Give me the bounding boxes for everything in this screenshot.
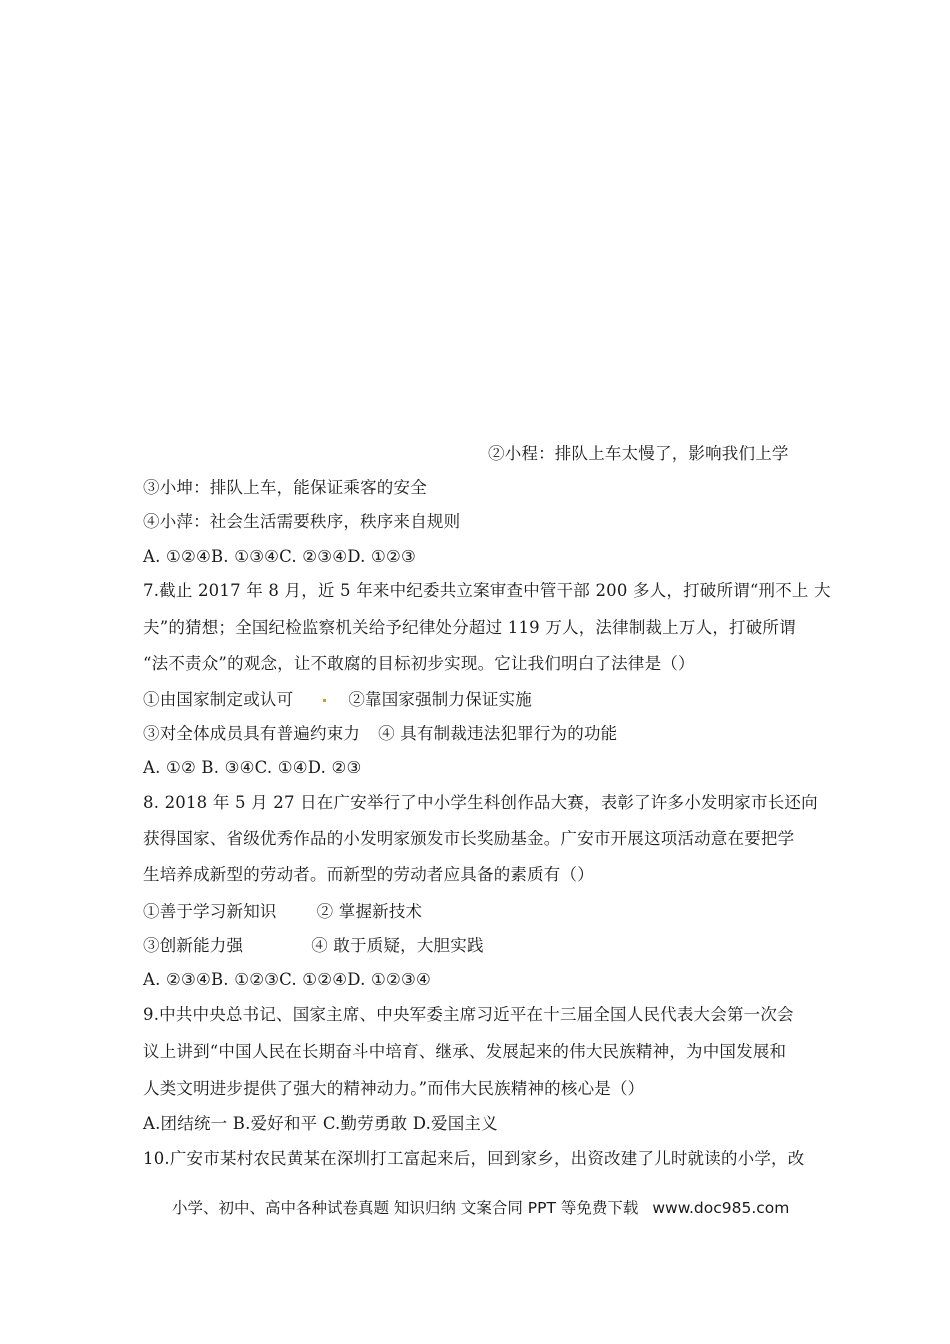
option-2: ②靠国家强制力保证实施 [348,690,533,709]
question-8-options-row-1 [143,900,422,924]
answer-choices-q8: A. ②③④B. ①②③C. ①②④D. ①②③④ [143,970,431,989]
answer-choices-q9: A.团结统一 B.爱好和平 C.勤劳勇敢 D.爱国主义 [143,1114,498,1133]
option-3: ③对全体成员具有普遍约束力 [143,724,361,743]
question-8-line-2: 获得国家、省级优秀作品的小发明家颁发市长奖励基金。广安市开展这项活动意在要把学 [143,829,795,848]
question-7-line-3: “法不责众”的观念，让不敢腐的目标初步实现。它让我们明白了法律是（） [143,654,695,673]
option-1: ①由国家制定或认可 [143,690,294,709]
question-8-options-row-2 [143,934,484,958]
option-2: ② 掌握新技术 [316,902,423,921]
question-9-line-1: 9.中共中央总书记、国家主席、中央军委主席习近平在十三届全国人民代表大会第一次会 [143,1005,794,1024]
question-7-options-row-1 [143,688,532,712]
question-7-options-row-2 [143,722,617,746]
option-4: ④ 敢于质疑，大胆实践 [311,936,484,955]
question-8-line-1: 8. 2018 年 5 月 27 日在广安举行了中小学生科创作品大赛，表彰了许多小发明家市长还向 [143,793,818,812]
answer-choices-q7: A. ①② B. ③④C. ①④D. ②③ [143,758,362,777]
page-footer [172,1197,789,1219]
option-1: ①善于学习新知识 [143,902,277,921]
question-7-line-1: 7.截止 2017 年 8 月，近 5 年来中纪委共立案审查中管干部 200 多人，打破所谓“刑不上 大 [143,581,831,600]
question-9-line-3: 人类文明进步提供了强大的精神动力。”而伟大民族精神的核心是（） [143,1079,645,1098]
footer-text: 小学、初中、高中各种试卷真题 知识归纳 文案合同 PPT 等免费下载 [172,1199,639,1217]
question-7-line-2: 夫”的猜想；全国纪检监察机关给予纪律处分超过 119 万人，法律制裁上万人，打破所谓 [143,618,796,637]
option-3: ③创新能力强 [143,936,244,955]
question-10-line-1: 10.广安市某村农民黄某在深圳打工富起来后，回到家乡，出资改建了儿时就读的小学，改 [143,1149,805,1168]
decorative-dot [323,699,326,702]
question-9-line-2: 议上讲到“中国人民在长期奋斗中培育、继承、发展起来的伟大民族精神，为中国发展和 [143,1042,787,1061]
footer-url: www.doc985.com [652,1199,790,1217]
question-8-line-3: 生培养成新型的劳动者。而新型的劳动者应具备的素质有（） [143,865,594,884]
option-line-2: ②小程：排队上车太慢了，影响我们上学 [488,444,789,463]
option-line-3: ③小坤：排队上车，能保证乘客的安全 [143,478,427,497]
answer-choices-q6: A. ①②④B. ①③④C. ②③④D. ①②③ [143,547,416,566]
option-4: ④ 具有制裁违法犯罪行为的功能 [378,724,618,743]
option-line-4: ④小萍：社会生活需要秩序，秩序来自规则 [143,512,461,531]
